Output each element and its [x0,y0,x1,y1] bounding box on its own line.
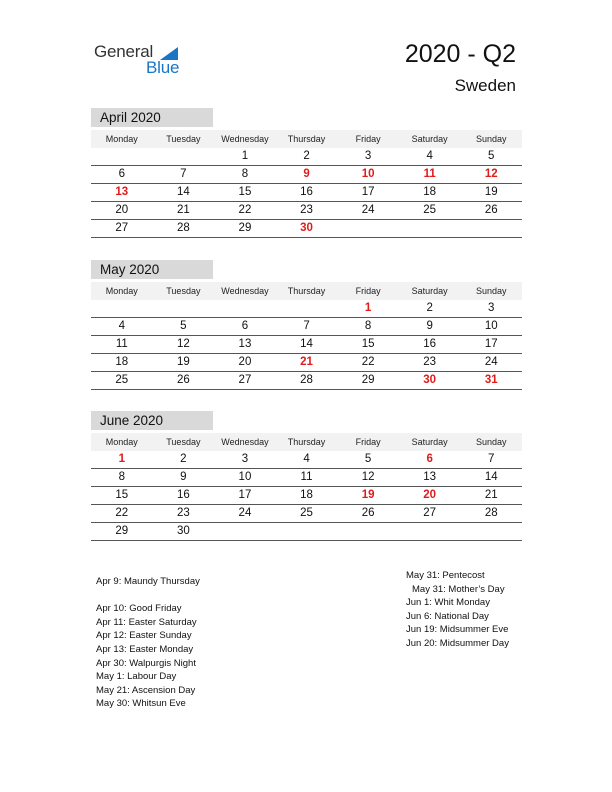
holiday-note: Apr 10: Good Friday [96,603,182,615]
date-cell [337,220,399,237]
holiday-date-cell: 1 [364,302,372,314]
date-cell: 8 [118,471,125,483]
holiday-date-cell: 11 [423,168,436,180]
holiday-note: Apr 30: Walpurgis Night [96,657,196,669]
date-cell: 19 [484,186,498,198]
date-cell [460,220,522,237]
date-cell: 6 [118,168,125,180]
date-cell [460,523,522,540]
date-cell [276,300,338,317]
date-cell: 27 [423,507,437,519]
date-cell [399,220,461,237]
holiday-note: Jun 20: Midsummer Day [406,637,509,649]
date-cell [214,300,276,317]
generalblue-logo [94,42,194,78]
date-cell: 13 [423,471,437,483]
date-cell: 26 [361,507,375,519]
date-cell: 1 [241,150,249,162]
weekday-header [91,433,522,451]
date-cell: 25 [300,507,313,519]
holiday-date-cell: 9 [303,168,310,180]
date-cell: 10 [238,471,252,483]
date-cell: 27 [115,222,129,234]
date-cell: 3 [364,150,372,162]
date-cell: 29 [115,525,129,537]
holiday-note: Apr 11: Easter Saturday [96,616,197,628]
month-title: May 2020 [91,260,213,279]
date-cell: 4 [303,453,310,465]
weekday-label: Tuesday [166,286,201,296]
date-cell: 6 [241,320,249,332]
date-cell: 26 [176,374,190,386]
holiday-note: Jun 19: Midsummer Eve [406,624,509,636]
weekday-label: Saturday [411,134,448,144]
date-cell: 15 [238,186,252,198]
date-cell [153,300,215,317]
weekday-label: Sunday [475,437,507,447]
weekday-label: Saturday [411,437,448,447]
weekday-label: Friday [355,134,381,144]
date-cell [91,148,153,165]
holiday-note: May 1: Labour Day [96,671,177,683]
date-cell: 25 [115,374,129,386]
date-cell: 18 [423,186,437,198]
date-cell: 5 [180,320,187,332]
month-calendar [91,108,522,238]
date-cell [276,523,338,540]
holiday-note: Apr 13: Easter Monday [96,643,194,655]
page-title: 2020 - Q2 [404,40,516,68]
holiday-note: May 30: Whitsun Eve [96,698,186,710]
weekday-label: Tuesday [166,134,201,144]
holiday-note: Apr 9: Maundy Thursday [96,576,200,587]
week-row [91,220,522,238]
holiday-note: May 31: Pentecost [406,570,485,581]
date-cell: 5 [364,453,372,465]
holiday-date-cell: 19 [361,489,375,501]
holiday-note [96,589,200,603]
date-cell: 29 [238,222,252,234]
date-cell: 30 [176,525,190,537]
weekday-header [91,130,522,148]
date-cell: 9 [180,471,187,483]
week-row [91,148,522,166]
weekday-label: Monday [105,286,138,296]
date-cell: 19 [176,356,190,368]
date-cell: 8 [241,168,249,180]
weekday-label: Friday [355,437,381,447]
date-cell: 3 [241,453,249,465]
holiday-date-cell: 30 [423,374,437,386]
date-cell: 23 [423,356,437,368]
date-cell: 15 [361,338,375,350]
holiday-date-cell: 30 [300,222,313,234]
date-cell: 28 [300,374,313,386]
holiday-date-cell: 31 [484,374,498,386]
weekday-label: Sunday [475,286,507,296]
week-row [91,469,522,487]
date-cell: 24 [238,507,252,519]
holiday-list-left [96,575,200,711]
holiday-date-cell: 13 [115,186,129,198]
holiday-note: Jun 1: Whit Monday [406,597,490,609]
date-cell: 11 [300,471,313,483]
week-row [91,166,522,184]
week-row [91,184,522,202]
date-cell: 5 [488,150,495,162]
date-cell: 28 [484,507,498,519]
week-row [91,451,522,469]
date-cell: 12 [176,338,190,350]
date-cell: 2 [303,150,310,162]
date-cell: 4 [118,320,125,332]
date-cell: 22 [115,507,129,519]
date-cell: 9 [426,320,433,332]
date-cell [337,523,399,540]
weekday-label: Saturday [411,286,448,296]
holiday-date-cell: 20 [423,489,437,501]
weekday-label: Wednesday [221,286,269,296]
date-cell: 29 [361,374,375,386]
holiday-date-cell: 1 [118,453,125,465]
week-row [91,336,522,354]
holiday-note: May 31: Mother’s Day [412,583,505,595]
date-cell: 7 [303,320,310,332]
week-row [91,318,522,336]
holiday-note: May 21: Ascension Day [96,684,196,696]
date-cell: 18 [300,489,313,501]
date-cell: 17 [484,338,498,350]
date-cell [399,523,461,540]
holiday-note: Jun 6: National Day [406,610,489,622]
weekday-label: Friday [355,286,381,296]
weekday-label: Wednesday [221,134,269,144]
date-cell: 12 [361,471,375,483]
date-cell: 20 [115,204,129,216]
holiday-date-cell: 12 [484,168,498,180]
date-cell: 27 [238,374,252,386]
date-cell: 16 [300,186,313,198]
weekday-label: Monday [105,134,138,144]
date-cell: 15 [115,489,129,501]
holiday-date-cell: 6 [426,453,433,465]
date-cell: 28 [176,222,190,234]
date-cell: 17 [361,186,375,198]
date-cell: 8 [364,320,372,332]
weekday-label: Thursday [287,437,326,447]
week-row [91,523,522,541]
date-cell: 2 [180,453,187,465]
date-cell [153,148,215,165]
date-cell: 3 [488,302,495,314]
date-cell: 14 [176,186,190,198]
date-cell: 25 [423,204,437,216]
date-cell: 18 [115,356,129,368]
date-cell: 21 [176,204,190,216]
weekday-label: Tuesday [166,437,201,447]
weekday-label: Monday [105,437,138,447]
week-row [91,487,522,505]
weekday-label: Wednesday [221,437,269,447]
logo-word-blue: Blue [146,58,180,77]
week-row [91,354,522,372]
date-cell: 10 [484,320,498,332]
date-cell: 22 [361,356,375,368]
date-cell: 4 [426,150,433,162]
logo-word-general: General [94,42,154,61]
date-cell: 20 [238,356,252,368]
holiday-date-cell: 10 [361,168,375,180]
date-cell [91,300,153,317]
date-cell: 14 [300,338,313,350]
date-cell: 23 [176,507,190,519]
week-row [91,505,522,523]
month-title: April 2020 [91,108,213,127]
date-cell: 26 [484,204,498,216]
country-name: Sweden [454,76,516,95]
week-row [91,372,522,390]
date-cell: 21 [484,489,498,501]
weekday-label: Thursday [287,134,326,144]
date-cell: 22 [238,204,252,216]
weekday-header [91,282,522,300]
date-cell [214,523,276,540]
date-cell: 16 [176,489,190,501]
weekday-label: Sunday [475,134,507,144]
date-cell: 7 [180,168,187,180]
date-cell: 16 [423,338,437,350]
holiday-list-right [406,569,509,651]
holiday-date-cell: 21 [300,356,313,368]
date-cell: 7 [488,453,495,465]
month-title: June 2020 [91,411,213,430]
date-cell: 24 [361,204,375,216]
weekday-label: Thursday [287,286,326,296]
date-cell: 11 [115,338,128,350]
week-row [91,300,522,318]
date-cell: 24 [484,356,498,368]
date-cell: 23 [300,204,313,216]
date-cell: 13 [238,338,252,350]
month-calendar [91,260,522,390]
date-cell: 14 [484,471,498,483]
holiday-note: Apr 12: Easter Sunday [96,630,192,642]
week-row [91,202,522,220]
date-cell: 17 [238,489,252,501]
date-cell: 2 [426,302,433,314]
month-calendar [91,411,522,541]
